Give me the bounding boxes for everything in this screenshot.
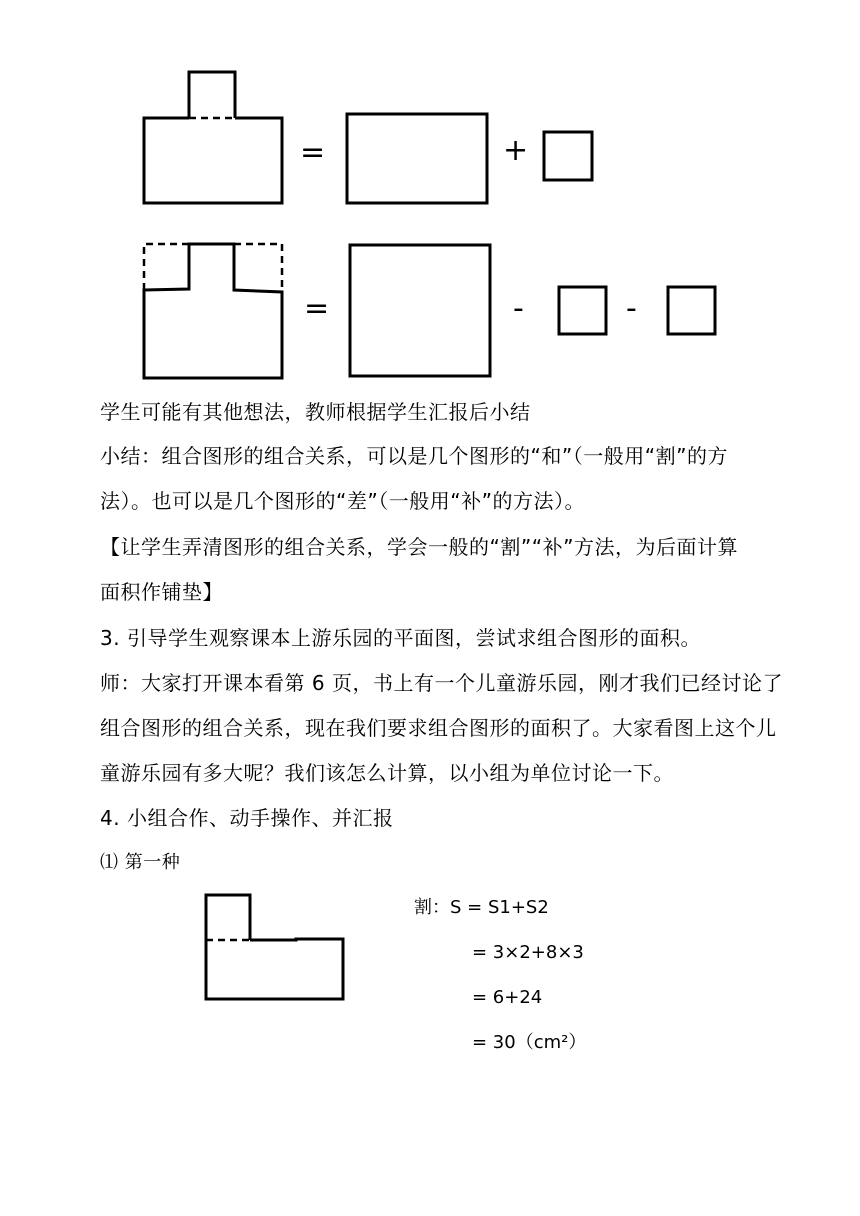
formula-line-1: 割：S = S1+S2 — [414, 897, 549, 918]
text-line-5: 面积作铺垫】 — [100, 580, 223, 604]
formula-line-3: = 6+24 — [472, 987, 543, 1008]
text-line-8: 组合图形的组合关系，现在我们要求组合图形的面积了。大家看图上这个儿 — [100, 716, 777, 740]
composite-shape-2 — [144, 244, 282, 378]
composite-shape-3 — [206, 895, 343, 999]
large-rectangle-1 — [347, 114, 487, 203]
small-square-2a — [559, 287, 606, 334]
small-square-1 — [544, 132, 592, 180]
text-line-4: 【让学生弄清图形的组合关系，学会一般的“割”“补”方法，为后面计算 — [100, 535, 738, 559]
text-line-1: 学生可能有其他想法，教师根据学生汇报后小结 — [100, 400, 531, 424]
minus-sign-1: - — [513, 291, 524, 326]
formula-line-4: = 30（cm²） — [472, 1032, 587, 1053]
plus-sign: + — [503, 133, 529, 168]
text-line-10: 4. 小组合作、动手操作、并汇报 — [100, 806, 394, 830]
composite-shape-1 — [144, 72, 282, 203]
text-line-2: 小结：组合图形的组合关系，可以是几个图形的“和”（一般用“割”的方 — [100, 444, 728, 468]
equals-sign-2: = — [304, 291, 330, 326]
text-line-11: ⑴ 第一种 — [100, 852, 181, 873]
text-line-3: 法）。也可以是几个图形的“差”（一般用“补”的方法）。 — [100, 489, 585, 513]
text-line-7: 师：大家打开课本看第 6 页，书上有一个儿童游乐园，刚才我们已经讨论了 — [100, 671, 783, 695]
minus-sign-2: - — [626, 291, 637, 326]
formula-line-2: = 3×2+8×3 — [472, 942, 584, 963]
equals-sign-1: = — [300, 135, 326, 170]
text-line-9: 童游乐园有多大呢？我们该怎么计算，以小组为单位讨论一下。 — [100, 761, 674, 785]
large-square-2 — [350, 245, 490, 376]
small-square-2b — [668, 287, 715, 334]
text-line-6: 3. 引导学生观察课本上游乐园的平面图，尝试求组合图形的面积。 — [100, 626, 701, 650]
